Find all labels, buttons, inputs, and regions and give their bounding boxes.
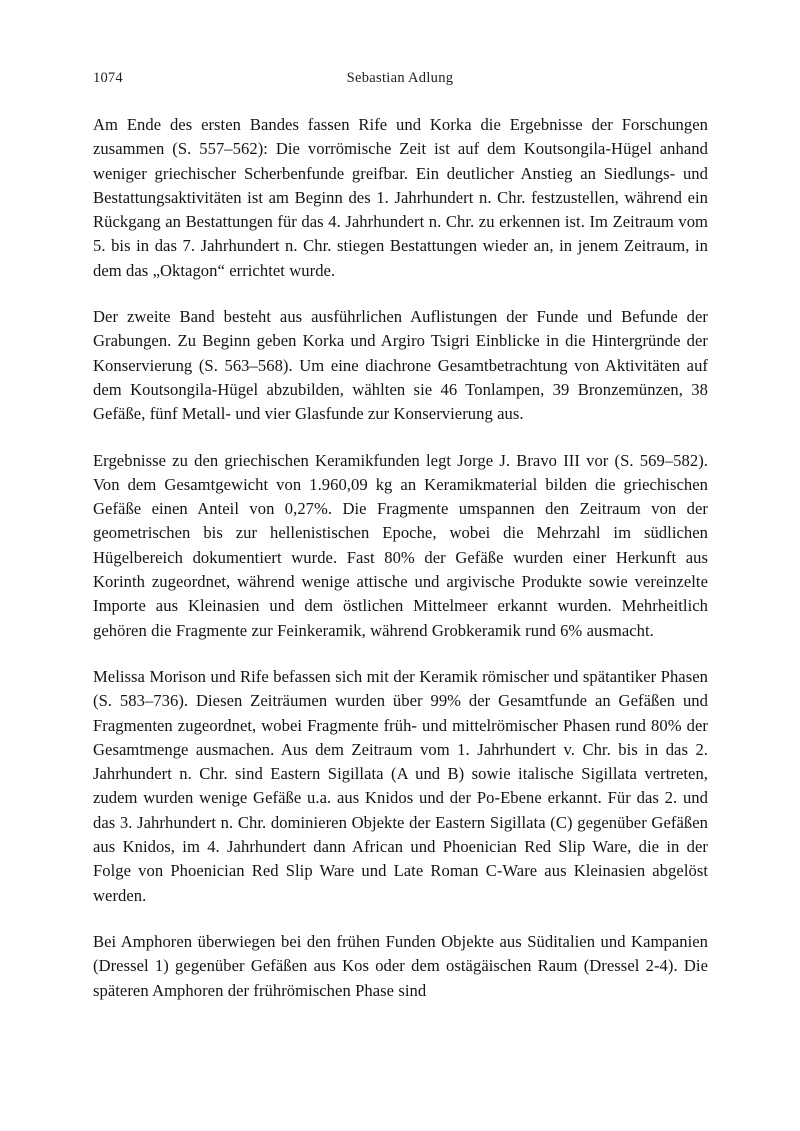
paragraph: Melissa Morison und Rife befassen sich mit der Keramik römischer und spätantiker Phasen (S. 583–736). Diesen Zeiträumen wurden über 99% der Gesamtfunde an Gefäßen und Fragmenten zugeordnet, wobei Fragmente früh- und mittelrömischer Phasen rund 80% der Gesamtmenge ausmachen. Aus dem Zeitraum vom 1. Jahrhundert v. Chr. bis in das 2. Jahrhundert n. Chr. sind Eastern Sigillata (A und B) sowie italische Sigillata vertreten, zudem wurden wenige Gefäße u.a. aus Knidos und der Po-Ebene erkannt. Für das 2. und das 3. Jahrhundert n. Chr. dominieren Objekte der Eastern Sigillata (C) gegenüber Gefäßen aus Knidos, im 4. Jahrhundert dann African und Phoenician Red Slip Ware, die in der Folge von Phoenician Red Slip Ware und Late Roman C-Ware aus Kleinasien abgelöst werden. bbox=[93, 666, 708, 905]
paragraph: Bei Amphoren überwiegen bei den frühen Funden Objekte aus Süditalien und Kampanien (Dressel 1) gegenüber Gefäßen aus Kos oder dem ostägäischen Raum (Dressel 2-4). Die späteren Amphoren der frührömischen Phase sind bbox=[93, 931, 708, 1000]
paragraph: Am Ende des ersten Bandes fassen Rife und Korka die Ergebnisse der Forschungen zusammen (S. 557–562): Die vorrömische Zeit ist auf dem Koutsongila-Hügel anhand weniger griechischer Scherbenfunde greifbar. Ein deutlicher Anstieg an Siedlungs- und Bestattungsaktivitäten ist am Beginn des 1. Jahrhundert n. Chr. festzustellen, während ein Rückgang an Bestattungen für das 4. Jahrhundert n. Chr. zu erkennen ist. Im Zeitraum vom 5. bis in das 7. Jahrhundert n. Chr. stiegen Bestattungen wieder an, in jenem Zeitraum, in dem das „Oktagon“ errichtet wurde. bbox=[93, 115, 708, 280]
body-text-block bbox=[93, 113, 708, 1003]
paragraph: Der zweite Band besteht aus ausführlichen Auflistungen der Funde und Befunde der Grabungen. Zu Beginn geben Korka und Argiro Tsigri Einblicke in die Hintergründe der Konservierung (S. 563–568). Um eine diachrone Gesamtbetrachtung von Aktivitäten auf dem Koutsongila-Hügel abzubilden, wählten sie 46 Tonlampen, 39 Bronzemünzen, 38 Gefäße, fünf Metall- und vier Glasfunde zur Konservierung aus. bbox=[93, 307, 708, 424]
running-header bbox=[93, 68, 707, 88]
running-author-name: Sebastian Adlung bbox=[346, 70, 454, 86]
paragraph: Ergebnisse zu den griechischen Keramikfunden legt Jorge J. Bravo III vor (S. 569–582). Von dem Gesamtgewicht von 1.960,09 kg an Keramikmaterial bilden die griechischen Gefäße einen Anteil von 0,27%. Die Fragmente umspannen den Zeitraum von der geometrischen bis zur hellenistischen Epoche, wobei die Mehrzahl im südlichen Hügelbereich dokumentiert wurde. Fast 80% der Gefäße wurden einer Herkunft aus Korinth zugeordnet, während wenige attische und argivische Produkte sowie vereinzelte Importe aus Kleinasien und dem östlichen Mittelmeer erkannt wurden. Mehrheitlich gehören die Fragmente zur Feinkeramik, während Grobkeramik rund 6% ausmacht. bbox=[93, 450, 708, 640]
page-number: 1074 bbox=[93, 70, 123, 86]
